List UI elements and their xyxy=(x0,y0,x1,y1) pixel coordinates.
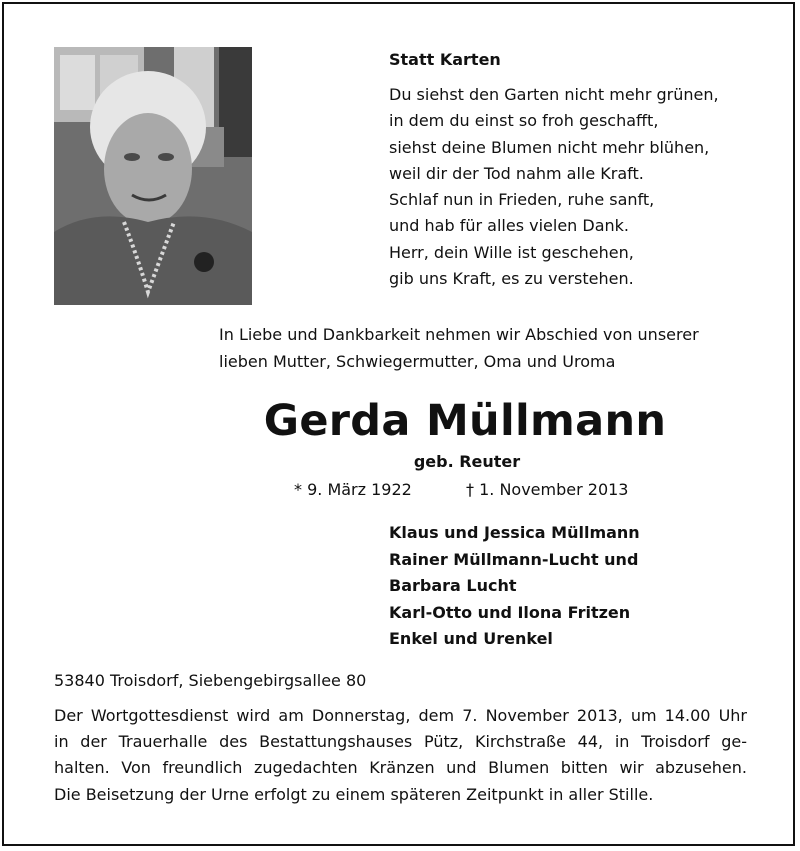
poem-line: Schlaf nun in Frieden, ruhe sanft, xyxy=(389,190,655,210)
intro-line: lieben Mutter, Schwiegermutter, Oma und Uroma xyxy=(219,352,616,371)
poem-line: und hab für alles vielen Dank. xyxy=(389,216,629,236)
poem-line: weil dir der Tod nahm alle Kraft. xyxy=(389,163,644,183)
intro-line: In Liebe und Dankbarkeit nehmen wir Abschied von unserer xyxy=(219,325,699,344)
address: 53840 Troisdorf, Siebengebirgsallee 80 xyxy=(54,671,367,690)
deceased-name: Gerda Müllmann xyxy=(263,396,667,446)
death-date: † 1. November 2013 xyxy=(466,480,629,499)
portrait-photo xyxy=(54,47,252,305)
service-line: in der Trauerhalle des Bestattungshauses Pütz, Kirchstraße 44, in Troisdorf ge- xyxy=(54,732,747,752)
family-member: Enkel und Urenkel xyxy=(389,629,553,648)
service-line: halten. Von freundlich zugedachten Kränzen und Blumen bitten wir abzusehen. xyxy=(54,758,747,778)
family-member: Barbara Lucht xyxy=(389,576,517,595)
service-info xyxy=(54,703,747,808)
birth-date: * 9. März 1922 xyxy=(294,480,412,499)
service-line: Der Wortgottesdienst wird am Donnerstag, dem 7. November 2013, um 14.00 Uhr xyxy=(54,706,747,725)
poem-line: in dem du einst so froh geschafft, xyxy=(389,111,659,131)
poem-line: siehst deine Blumen nicht mehr blühen, xyxy=(389,137,710,157)
family-member: Rainer Müllmann-Lucht und xyxy=(389,549,639,569)
family-member: Karl-Otto und Ilona Fritzen xyxy=(389,602,631,622)
service-line: Die Beisetzung der Urne erfolgt zu einem späteren Zeitpunkt in aller Stille. xyxy=(54,784,654,804)
birth-name: geb. Reuter xyxy=(413,452,521,471)
poem-line: gib uns Kraft, es zu verstehen. xyxy=(389,269,634,289)
poem xyxy=(389,49,769,292)
family-member: Klaus und Jessica Müllmann xyxy=(389,523,640,542)
intro-text xyxy=(219,321,759,375)
poem-title: Statt Karten xyxy=(389,50,501,69)
poem-line: Herr, dein Wille ist geschehen, xyxy=(389,242,634,262)
family-list xyxy=(389,520,640,653)
poem-line: Du siehst den Garten nicht mehr grünen, xyxy=(389,85,719,104)
